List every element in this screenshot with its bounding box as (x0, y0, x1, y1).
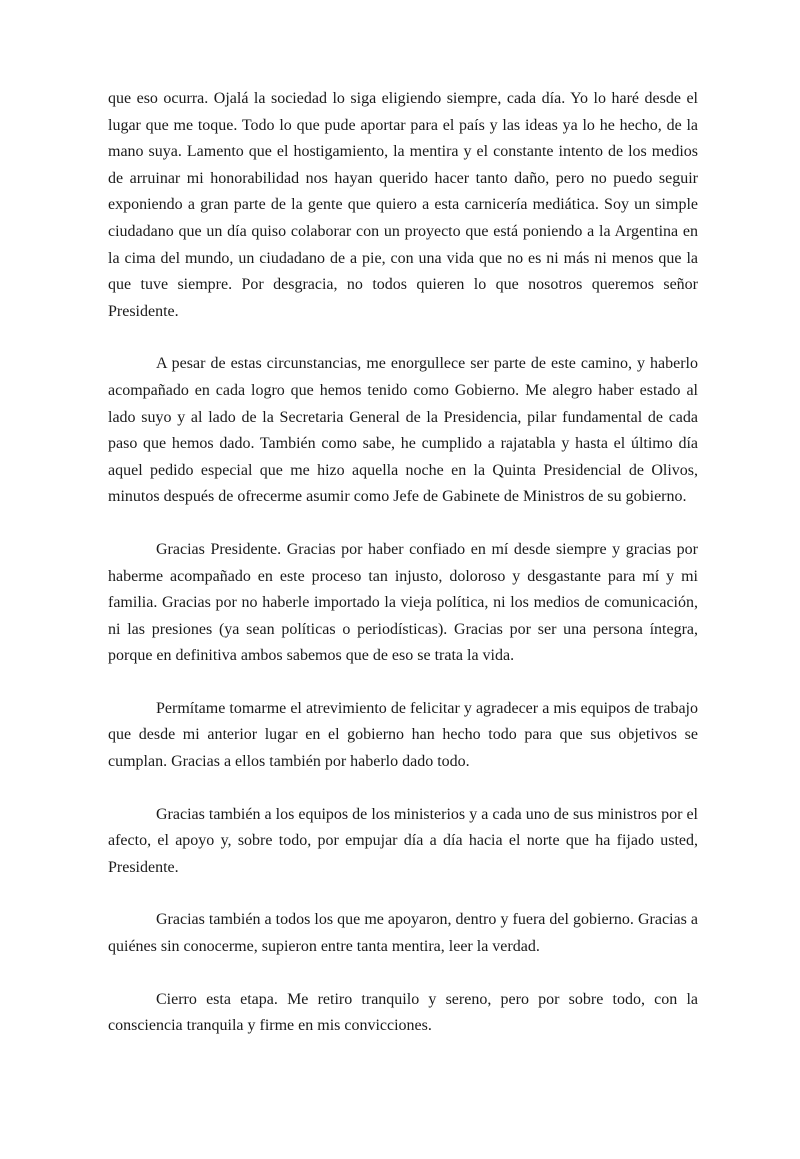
paragraph-continuation: que eso ocurra. Ojalá la sociedad lo siga eligiendo siempre, cada día. Yo lo haré desde el lugar que me toque. Todo lo que pude aportar para el país y las ideas ya lo he hecho, de la mano suya. Lamento que el hostigamiento, la mentira y el constante intento de los medios de arruinar mi honorabilidad nos hayan querido hacer tanto daño, pero no puedo seguir exponiendo a gran parte de la gente que quiero a esta carnicería mediática. Soy un simple ciudadano que un día quiso colaborar con un proyecto que está poniendo a la Argentina en la cima del mundo, un ciudadano de a pie, con una vida que no es ni más ni menos que la que tuve siempre. Por desgracia, no todos quieren lo que nosotros queremos señor Presidente. (108, 90, 698, 320)
paragraph-spacer (108, 511, 698, 537)
paragraph-spacer (108, 961, 698, 987)
letter-page (108, 86, 698, 1040)
paragraph-ministries: Gracias también a los equipos de los ministerios y a cada uno de sus ministros por el afecto, el apoyo y, sobre todo, por empujar día a día hacia el norte que ha fijado usted, Presidente. (108, 805, 698, 876)
paragraph-spacer (108, 881, 698, 907)
paragraph-thanks-president: Gracias Presidente. Gracias por haber confiado en mí desde siempre y gracias por haberme acompañado en este proceso tan injusto, doloroso y desgastante para mí y mi familia. Gracias por no haberle importado la vieja política, ni los medios de comunicación, ni las presiones (ya sean políticas o periodísticas). Gracias por ser una persona íntegra, porque en definitiva ambos sabemos que de eso se trata la vida. (108, 540, 698, 665)
paragraph-spacer (108, 670, 698, 696)
paragraph-spacer (108, 325, 698, 351)
paragraph-work-teams: Permítame tomarme el atrevimiento de felicitar y agradecer a mis equipos de trabajo que desde mi anterior lugar en el gobierno han hecho todo para que sus objetivos se cumplan. Gracias a ellos también por haberlo dado todo. (108, 699, 698, 771)
paragraph-spacer (108, 776, 698, 802)
paragraph-circumstances: A pesar de estas circunstancias, me enorgullece ser parte de este camino, y haberlo acompañado en cada logro que hemos tenido como Gobierno. Me alegro haber estado al lado suyo y al lado de la Secretaria General de la Presidencia, pilar fundamental de cada paso que hemos dado. También como sabe, he cumplido a rajatabla y hasta el último día aquel pedido especial que me hizo aquella noche en la Quinta Presidencial de Olivos, minutos después de ofrecerme asumir como Jefe de Gabinete de Ministros de su gobierno. (108, 355, 698, 506)
paragraph-closing: Cierro esta etapa. Me retiro tranquilo y sereno, pero por sobre todo, con la consciencia tranquila y firme en mis convicciones. (108, 990, 698, 1035)
paragraph-supporters: Gracias también a todos los que me apoyaron, dentro y fuera del gobierno. Gracias a quiénes sin conocerme, supieron entre tanta mentira, leer la verdad. (108, 911, 698, 956)
